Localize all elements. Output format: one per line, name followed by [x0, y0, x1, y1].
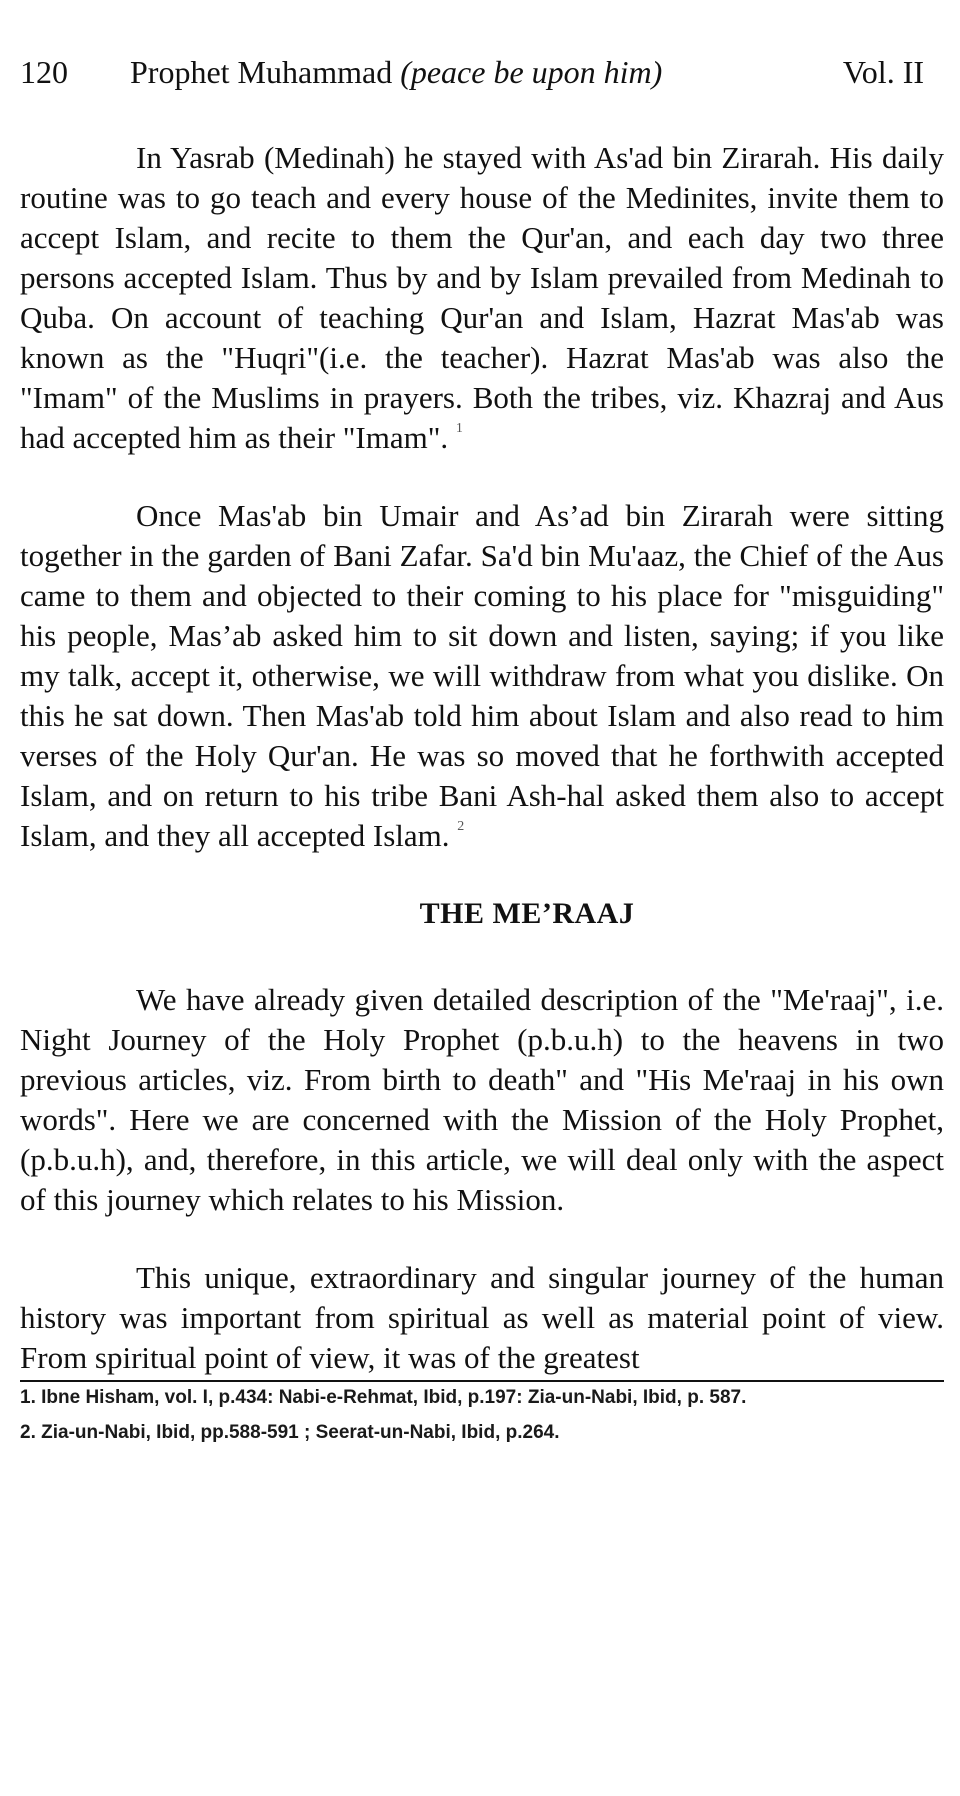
paragraph-3 — [20, 980, 944, 1220]
book-title-main: Prophet Muhammad — [130, 54, 393, 90]
running-header — [20, 52, 944, 92]
paragraph-1 — [20, 138, 944, 458]
footnote-2: 2. Zia-un-Nabi, Ibid, pp.588-591 ; Seerat-un-Nabi, Ibid, p.264. — [20, 1422, 560, 1443]
paragraph-text: In Yasrab (Medinah) he stayed with As'ad bin Zirarah. His daily routine was to go teach and every house of the Medinites, invite them to accept Islam, and recite to them the Qur'an, and each day two three persons accepted Islam. Thus by and by Islam prevailed from Medinah to Quba. On account of teaching Qur'an and Islam, Hazrat Mas'ab was known as the "Huqri"(i.e. the teacher). Hazrat Mas'ab was also the "Imam" of the Muslims in prayers. Both the tribes, viz. Khazraj and Aus had accepted him as their "Imam". — [20, 140, 944, 455]
footnote-ref[interactable]: 1 — [455, 421, 463, 436]
book-title — [130, 52, 843, 92]
book-title-italic: (peace be upon him) — [400, 54, 663, 90]
footnote-ref[interactable]: 2 — [457, 819, 465, 834]
paragraph-4 — [20, 1258, 944, 1378]
footnote-1: 1. Ibne Hisham, vol. I, p.434: Nabi-e-Rehmat, Ibid, p.197: Zia-un-Nabi, Ibid, p. 587. — [20, 1387, 747, 1408]
paragraph-text: We have already given detailed description of the "Me'raaj", i.e. Night Journey of the Holy Prophet (p.b.u.h) to the heavens in two previous articles, viz. From birth to death" and "His Me'raaj in his own words". Here we are concerned with the Mission of the Holy Prophet, (p.b.u.h), and, therefore, in this article, we will deal only with the aspect of this journey which relates to his Mission. — [20, 982, 944, 1217]
section-heading: THE ME’RAAJ — [419, 897, 635, 930]
paragraph-2 — [20, 496, 944, 856]
volume-label: Vol. II — [842, 54, 924, 90]
page-number: 120 — [20, 54, 68, 90]
paragraph-text: This unique, extraordinary and singular journey of the human history was important from spiritual as well as material point of view. From spiritual point of view, it was of the greatest — [20, 1260, 944, 1375]
paragraph-text: Once Mas'ab bin Umair and As’ad bin Zirarah were sitting together in the garden of Bani Zafar. Sa'd bin Mu'aaz, the Chief of the Aus came to them and objected to their coming to his place for "misguiding" his people, Mas’ab asked him to sit down and listen, saying; if you like my talk, accept it, otherwise, we will withdraw from what you dislike. On this he sat down. Then Mas'ab told him about Islam and also read to him verses of the Holy Qur'an. He was so moved that he forthwith accepted Islam, and on return to his tribe Bani Ash-hal asked them also to accept Islam, and they all accepted Islam. — [20, 498, 944, 853]
document-page — [20, 52, 944, 1454]
footnotes — [20, 1382, 944, 1446]
